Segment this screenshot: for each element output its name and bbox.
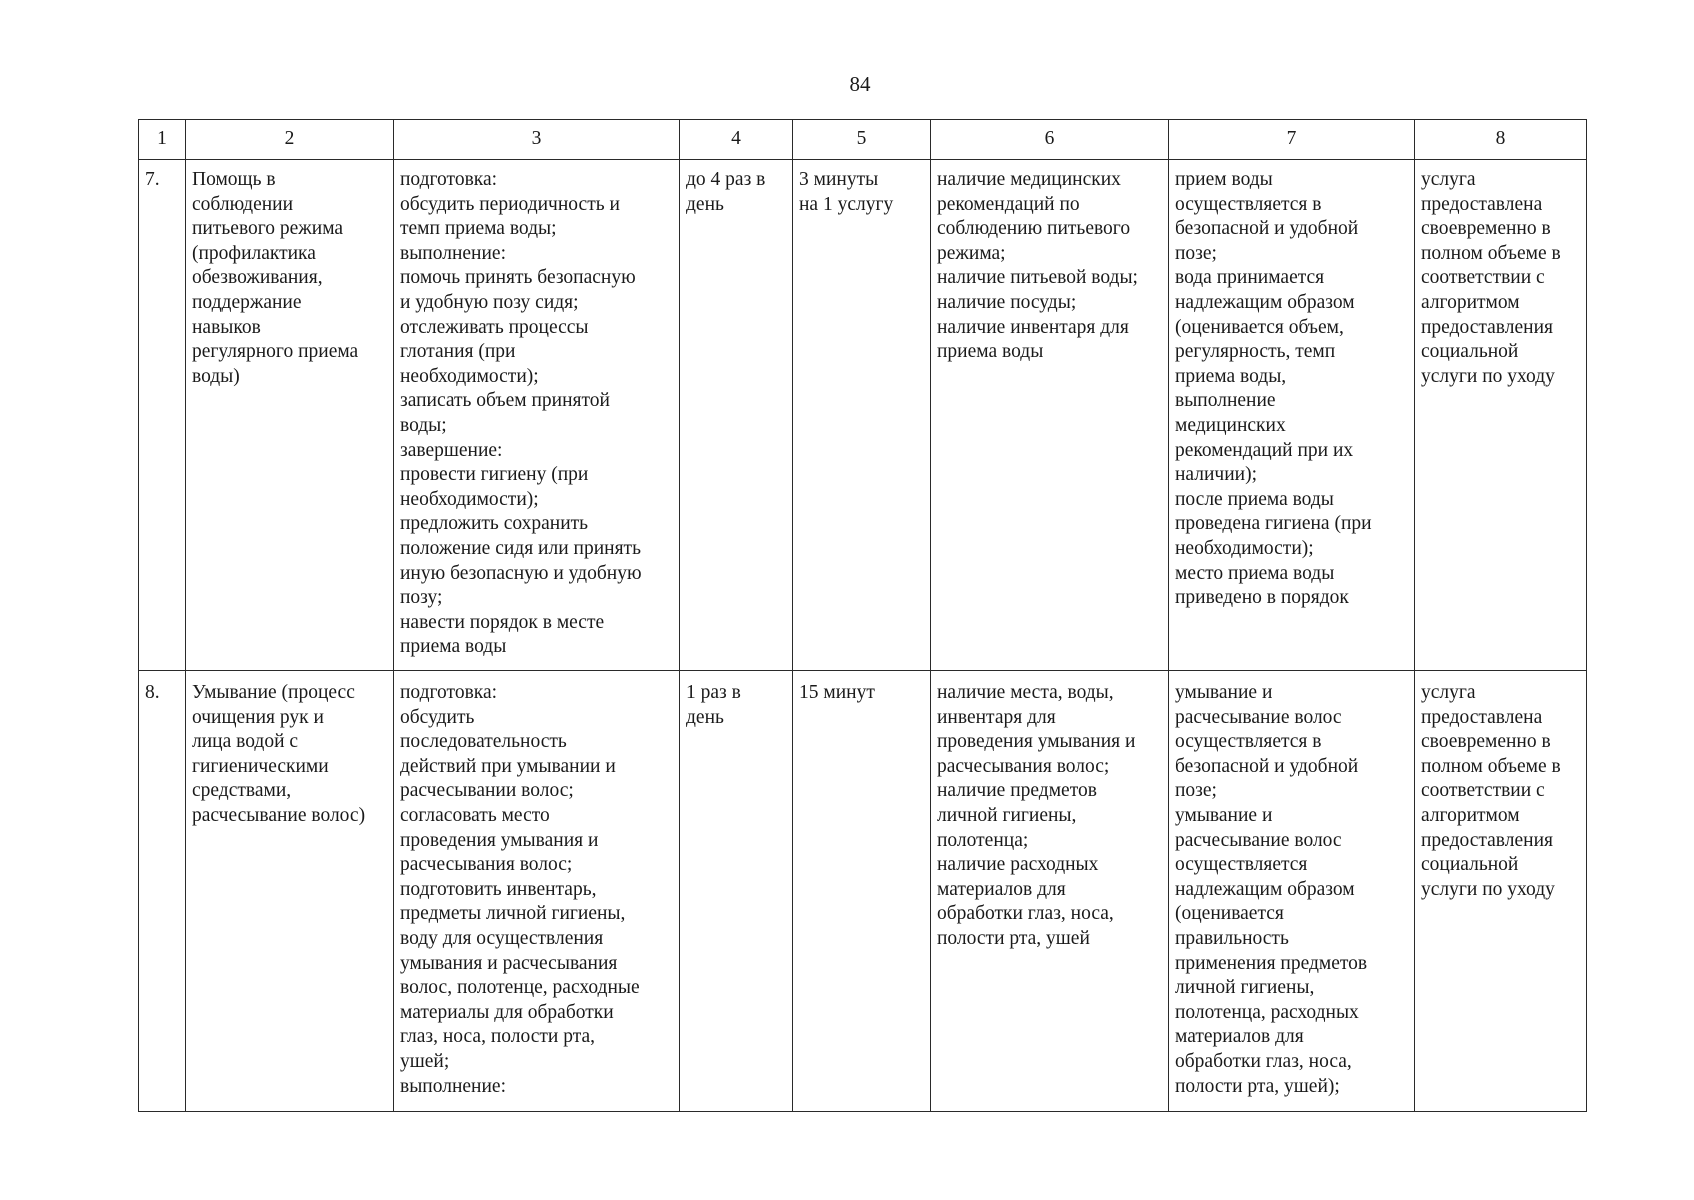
cell-text-line: место приема воды	[1175, 562, 1335, 584]
cell-text-line: подготовка:	[400, 169, 498, 190]
column-header-5: 5	[793, 120, 931, 160]
column-header-7: 7	[1169, 120, 1415, 160]
cell-text-line: обезвоживания,	[192, 267, 323, 289]
cell-text-line: (оценивается объем,	[1175, 316, 1344, 338]
service-conditions	[931, 160, 1169, 671]
cell-text-line: Помощь в	[192, 169, 276, 190]
cell-text-line: обработки глаз, носа,	[1175, 1050, 1352, 1072]
column-header-1: 1	[139, 120, 186, 160]
service-content	[394, 160, 680, 671]
cell-text-line: предоставления	[1421, 316, 1553, 338]
cell-text-line: социальной	[1421, 341, 1519, 363]
cell-text-line: полотенца;	[937, 829, 1029, 851]
cell-text-line: регулярность, темп	[1175, 341, 1336, 363]
cell-text-line: наличие предметов	[937, 780, 1097, 802]
cell-text-line: осуществляется в	[1175, 193, 1322, 215]
cell-text-line: завершение:	[400, 439, 503, 461]
cell-text-line: и удобную позу сидя;	[400, 291, 579, 313]
cell-text-line: безопасной и удобной	[1175, 218, 1359, 240]
cell-text-line: полном объеме в	[1421, 242, 1561, 264]
cell-text-line: рекомендаций по	[937, 193, 1080, 215]
cell-text-line: безопасной и удобной	[1175, 755, 1359, 777]
cell-text-line: глаз, носа, полости рта,	[400, 1026, 595, 1048]
cell-text-line: глотания (при	[400, 341, 516, 363]
cell-text-line: надлежащим образом	[1175, 878, 1355, 900]
cell-text-line: обсудить	[400, 706, 475, 728]
column-header-6: 6	[931, 120, 1169, 160]
cell-text-line: услуга	[1421, 682, 1476, 703]
cell-text-line: согласовать место	[400, 804, 550, 826]
cell-text-line: иную безопасную и удобную	[400, 562, 642, 584]
cell-text-line: соблюдении	[192, 193, 294, 215]
cell-text-line: положение сидя или принять	[400, 537, 641, 559]
service-time-norm	[793, 160, 931, 671]
cell-text-line: необходимости);	[400, 488, 539, 510]
cell-text-line: обработки глаз, носа,	[937, 903, 1114, 925]
cell-text-line: услуга	[1421, 169, 1476, 190]
column-header-8: 8	[1415, 120, 1587, 160]
cell-text-line: ушей;	[400, 1050, 450, 1072]
page-number: 84	[849, 72, 871, 96]
cell-text-line: полном объеме в	[1421, 755, 1561, 777]
cell-text-line: наличие питьевой воды;	[937, 267, 1138, 289]
cell-text-line: позе;	[1175, 780, 1217, 802]
cell-text-line: действий при умывании и	[400, 755, 616, 777]
cell-text-line: до 4 раз в	[686, 169, 766, 190]
cell-text-line: расчесывание волос	[1175, 706, 1342, 728]
cell-text-line: расчесывания волос;	[937, 755, 1110, 777]
cell-text-line: услуги по уходу	[1421, 365, 1555, 387]
cell-text-line: рекомендаций при их	[1175, 439, 1354, 461]
cell-text-line: гигиеническими	[192, 755, 329, 777]
cell-text-line: воду для осуществления	[400, 927, 604, 949]
cell-text-line: питьевого режима	[192, 218, 344, 240]
cell-text-line: наличие посуды;	[937, 291, 1077, 313]
cell-text-line: 1 раз в	[686, 682, 741, 703]
cell-text-line: умывания и расчесывания	[400, 952, 618, 974]
cell-text-line: расчесывание волос	[1175, 829, 1342, 851]
cell-text-line: день	[686, 706, 724, 728]
cell-text-line: на 1 услугу	[799, 193, 894, 215]
service-time-norm	[793, 671, 931, 1112]
cell-text-line: прием воды	[1175, 169, 1273, 190]
cell-text-line: (оценивается	[1175, 903, 1284, 925]
cell-text-line: расчесывании волос;	[400, 780, 574, 802]
cell-text-line: обсудить периодичность и	[400, 193, 620, 215]
cell-text-line: Умывание (процесс	[192, 682, 355, 703]
cell-text-line: алгоритмом	[1421, 804, 1520, 826]
cell-text-line: приема воды	[937, 341, 1044, 363]
cell-text-line: умывание и	[1175, 682, 1273, 703]
service-result	[1415, 160, 1587, 671]
cell-text-line: 3 минуты	[799, 169, 879, 190]
cell-text-line: последовательность	[400, 731, 567, 753]
cell-text-line: воды)	[192, 365, 240, 387]
cell-text-line: отслеживать процессы	[400, 316, 589, 338]
cell-text-line: воды;	[400, 414, 447, 436]
cell-text-line: наличие места, воды,	[937, 682, 1114, 703]
cell-text-line: инвентаря для	[937, 706, 1056, 728]
column-header-4: 4	[680, 120, 793, 160]
cell-text-line: своевременно в	[1421, 731, 1551, 753]
cell-text-line: режима;	[937, 242, 1006, 264]
cell-text-line: необходимости);	[1175, 537, 1314, 559]
cell-text-line: навыков	[192, 316, 261, 338]
cell-text-line: наличие расходных	[937, 854, 1099, 876]
cell-text-line: расчесывания волос;	[400, 854, 573, 876]
cell-text-line: позу;	[400, 587, 443, 609]
cell-text-line: своевременно в	[1421, 218, 1551, 240]
service-frequency	[680, 160, 793, 671]
cell-text-line: выполнение:	[400, 1075, 507, 1097]
cell-text-line: услуги по уходу	[1421, 878, 1555, 900]
cell-text-line: приема воды	[400, 636, 507, 658]
cell-text-line: подготовка:	[400, 682, 498, 703]
cell-text-line: материалов для	[1175, 1026, 1304, 1048]
cell-text-line: полости рта, ушей);	[1175, 1075, 1340, 1097]
cell-text-line: проведена гигиена (при	[1175, 513, 1372, 535]
cell-text-line: соблюдению питьевого	[937, 218, 1131, 240]
cell-text-line: лица водой с	[192, 731, 299, 753]
cell-text-line: правильность	[1175, 927, 1289, 949]
cell-text-line: помочь принять безопасную	[400, 267, 636, 289]
service-name	[186, 160, 394, 671]
table-row	[139, 160, 1587, 671]
service-result	[1415, 671, 1587, 1112]
cell-text-line: выполнение:	[400, 242, 507, 264]
cell-text-line: средствами,	[192, 780, 292, 802]
cell-text-line: записать объем принятой	[400, 390, 610, 412]
cell-text-line: полости рта, ушей	[937, 927, 1090, 949]
service-number: 7.	[139, 160, 186, 671]
cell-text-line: предоставлена	[1421, 706, 1543, 728]
cell-text-line: социальной	[1421, 854, 1519, 876]
column-number-row	[139, 120, 1587, 160]
cell-text-line: медицинских	[1175, 414, 1286, 436]
cell-text-line: полотенца, расходных	[1175, 1001, 1359, 1023]
cell-text-line: надлежащим образом	[1175, 291, 1355, 313]
cell-text-line: наличие инвентаря для	[937, 316, 1129, 338]
service-name	[186, 671, 394, 1112]
cell-text-line: волос, полотенце, расходные	[400, 977, 640, 999]
cell-text-line: регулярного приема	[192, 341, 359, 363]
cell-text-line: материалы для обработки	[400, 1001, 614, 1023]
table-row	[139, 671, 1587, 1112]
cell-text-line: расчесывание волос)	[192, 804, 366, 826]
service-conditions	[931, 671, 1169, 1112]
cell-text-line: материалов для	[937, 878, 1066, 900]
cell-text-line: выполнение	[1175, 390, 1276, 412]
column-header-3: 3	[394, 120, 680, 160]
cell-text-line: применения предметов	[1175, 952, 1368, 974]
cell-text-line: навести порядок в месте	[400, 611, 605, 633]
cell-text-line: предоставления	[1421, 829, 1553, 851]
cell-text-line: поддержание	[192, 291, 302, 313]
cell-text-line: провести гигиену (при	[400, 464, 589, 486]
cell-text-line: 15 минут	[799, 682, 875, 703]
cell-text-line: позе;	[1175, 242, 1217, 264]
cell-text-line: осуществляется в	[1175, 731, 1322, 753]
cell-text-line: соответствии с	[1421, 780, 1545, 802]
cell-text-line: приема воды,	[1175, 365, 1287, 387]
column-header-2: 2	[186, 120, 394, 160]
cell-text-line: подготовить инвентарь,	[400, 878, 597, 900]
cell-text-line: вода принимается	[1175, 267, 1325, 289]
service-quality-indicators	[1169, 160, 1415, 671]
cell-text-line: осуществляется	[1175, 854, 1308, 876]
cell-text-line: личной гигиены,	[937, 804, 1077, 826]
cell-text-line: темп приема воды;	[400, 218, 557, 240]
service-standards-table	[138, 119, 1587, 1112]
service-frequency	[680, 671, 793, 1112]
service-number: 8.	[139, 671, 186, 1112]
cell-text-line: (профилактика	[192, 242, 316, 264]
cell-text-line: необходимости);	[400, 365, 539, 387]
cell-text-line: после приема воды	[1175, 488, 1334, 510]
service-content	[394, 671, 680, 1112]
cell-text-line: наличии);	[1175, 464, 1258, 486]
cell-text-line: очищения рук и	[192, 706, 324, 728]
cell-text-line: соответствии с	[1421, 267, 1545, 289]
cell-text-line: день	[686, 193, 724, 215]
cell-text-line: приведено в порядок	[1175, 587, 1349, 609]
cell-text-line: предложить сохранить	[400, 513, 589, 535]
cell-text-line: алгоритмом	[1421, 291, 1520, 313]
cell-text-line: предоставлена	[1421, 193, 1543, 215]
cell-text-line: личной гигиены,	[1175, 977, 1315, 999]
cell-text-line: проведения умывания и	[937, 731, 1136, 753]
cell-text-line: предметы личной гигиены,	[400, 903, 626, 925]
cell-text-line: проведения умывания и	[400, 829, 599, 851]
service-quality-indicators	[1169, 671, 1415, 1112]
cell-text-line: наличие медицинских	[937, 169, 1121, 190]
cell-text-line: умывание и	[1175, 804, 1273, 826]
